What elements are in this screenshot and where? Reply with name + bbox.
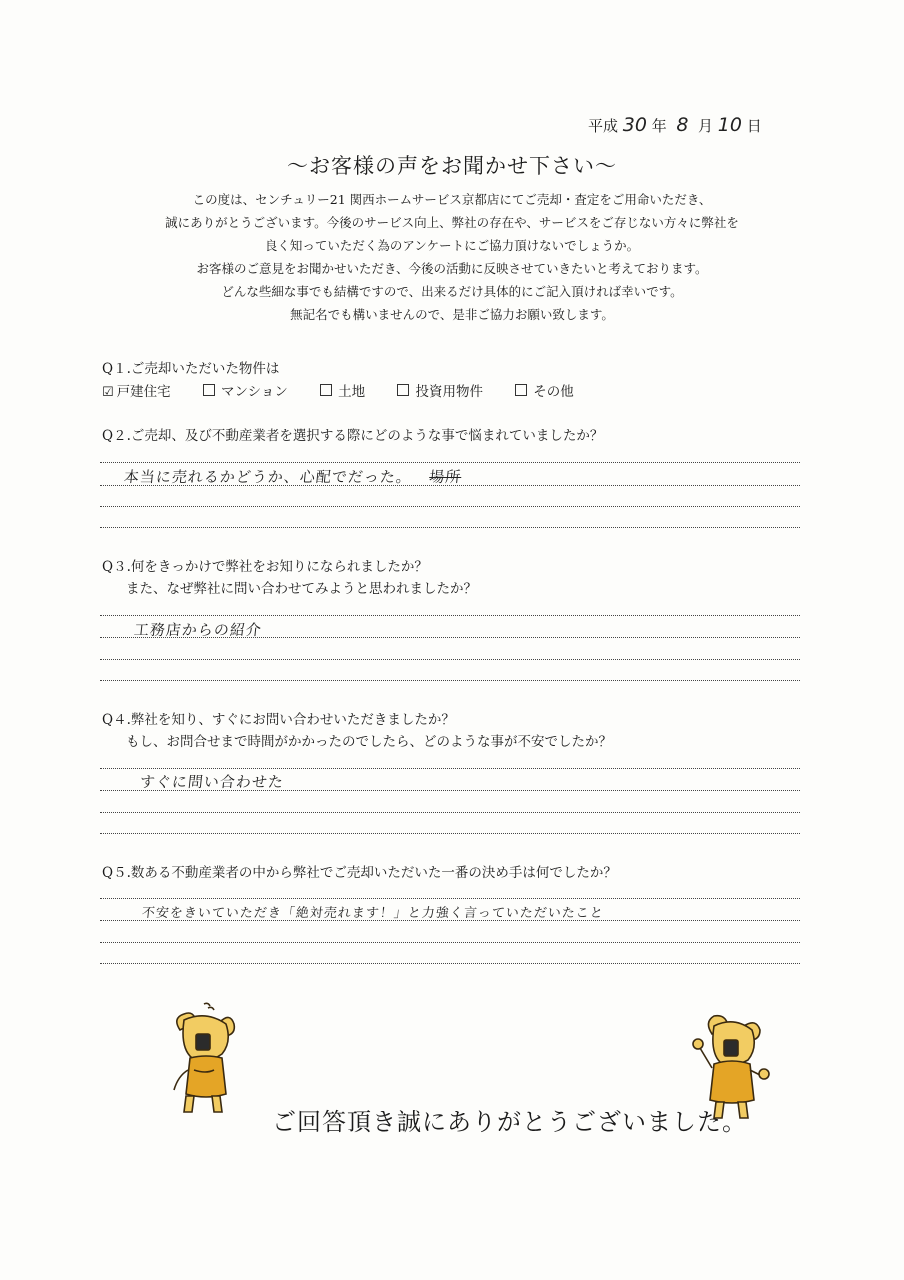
answer-line xyxy=(100,485,800,486)
answer-line xyxy=(100,462,800,463)
intro-line: 誠にありがとうございます。今後のサービス向上、弊社の存在や、サービスをご存じない方々に弊社を xyxy=(165,215,739,230)
q1-option-investment[interactable] xyxy=(397,380,483,400)
answer-line xyxy=(100,942,800,943)
q1-option-mansion[interactable] xyxy=(203,380,288,400)
date-year-unit: 年 xyxy=(651,117,667,135)
q3-label: Q３.何をきっかけで弊社をお知りになられましたか？ xyxy=(102,559,428,575)
q2-answer[interactable] xyxy=(123,466,463,487)
q1-option-house[interactable] xyxy=(102,380,171,400)
checkbox-icon[interactable] xyxy=(203,384,215,396)
date-year: 30 xyxy=(622,114,647,136)
q4-label: Q４.弊社を知り、すぐにお問い合わせいただきましたか？ xyxy=(102,712,455,728)
q1-label: Q１.ご売却いただいた物件は xyxy=(102,361,280,377)
answer-line xyxy=(100,833,800,834)
q2-crossed-out: 場所 xyxy=(428,468,463,486)
answer-line xyxy=(100,812,800,813)
q3-answer[interactable]: 工務店からの紹介 xyxy=(133,621,263,639)
mascot-dog-bowing-illustration xyxy=(160,1000,250,1115)
checkbox-icon[interactable] xyxy=(320,384,332,396)
q4-answer[interactable]: すぐに問い合わせた xyxy=(139,773,285,791)
date-era: 平成 xyxy=(588,117,619,135)
q1-option-other[interactable] xyxy=(515,380,574,400)
intro-text xyxy=(60,188,844,326)
answer-line xyxy=(100,680,800,681)
q5-label: Q５.数ある不動産業者の中から弊社でご売却いただいた一番の決め手は何でしたか？ xyxy=(102,865,617,881)
option-label: 戸建住宅 xyxy=(116,384,171,400)
intro-line: 良く知っていただく為のアンケートにご協力頂けないでしょうか。 xyxy=(264,238,640,253)
date-day-unit: 日 xyxy=(746,117,762,135)
answer-line xyxy=(100,963,800,964)
date-month-unit: 月 xyxy=(697,117,713,135)
answer-line xyxy=(100,506,800,507)
answer-line xyxy=(100,898,800,899)
q1-option-land[interactable] xyxy=(320,380,365,400)
answer-line xyxy=(100,615,800,616)
answer-line xyxy=(100,659,800,660)
answer-line xyxy=(100,920,800,921)
checkbox-icon[interactable] xyxy=(397,384,409,396)
checkbox-checked-icon[interactable]: ☑ xyxy=(102,385,114,400)
answer-line xyxy=(100,637,800,638)
option-label: マンション xyxy=(220,384,288,400)
answer-line xyxy=(100,790,800,791)
option-label: 投資用物件 xyxy=(415,384,483,400)
option-label: 土地 xyxy=(338,384,366,400)
intro-line: どんな些細な事でも結構ですので、出来るだけ具体的にご記入頂ければ幸いです。 xyxy=(221,284,683,299)
intro-line: この度は、センチュリー21 関西ホームサービス京都店にてご売却・査定をご用命いただき、 xyxy=(192,192,712,207)
page-title: 〜お客様の声をお聞かせ下さい〜 xyxy=(287,154,617,178)
intro-line: お客様のご意見をお聞かせいただき、今後の活動に反映させていきたいと考えております。 xyxy=(196,261,708,276)
answer-line xyxy=(100,768,800,769)
date-day: 10 xyxy=(717,114,742,136)
q3-label-2: また、なぜ弊社に問い合わせてみようと思われましたか？ xyxy=(126,581,477,597)
q4-label-2: もし、お問合せまで時間がかかったのでしたら、どのような事が不安でしたか？ xyxy=(126,734,612,750)
q1-options xyxy=(102,380,602,400)
q2-label: Q２.ご売却、及び不動産業者を選択する際にどのような事で悩まれていましたか？ xyxy=(102,428,604,444)
date-line xyxy=(588,114,762,136)
thanks-message: ご回答頂き誠にありがとうございました。 xyxy=(272,1108,747,1136)
checkbox-icon[interactable] xyxy=(515,384,527,396)
option-label: その他 xyxy=(533,384,574,400)
intro-line: 無記名でも構いませんので、是非ご協力お願い致します。 xyxy=(290,307,614,322)
q5-answer[interactable]: 不安をきいていただき「絶対売れます！」と力強く言っていただいたこと xyxy=(141,906,605,921)
q2-answer-text: 本当に売れるかどうか、心配でだった。 xyxy=(123,468,413,486)
answer-line xyxy=(100,527,800,528)
date-month: 8 xyxy=(676,114,689,136)
